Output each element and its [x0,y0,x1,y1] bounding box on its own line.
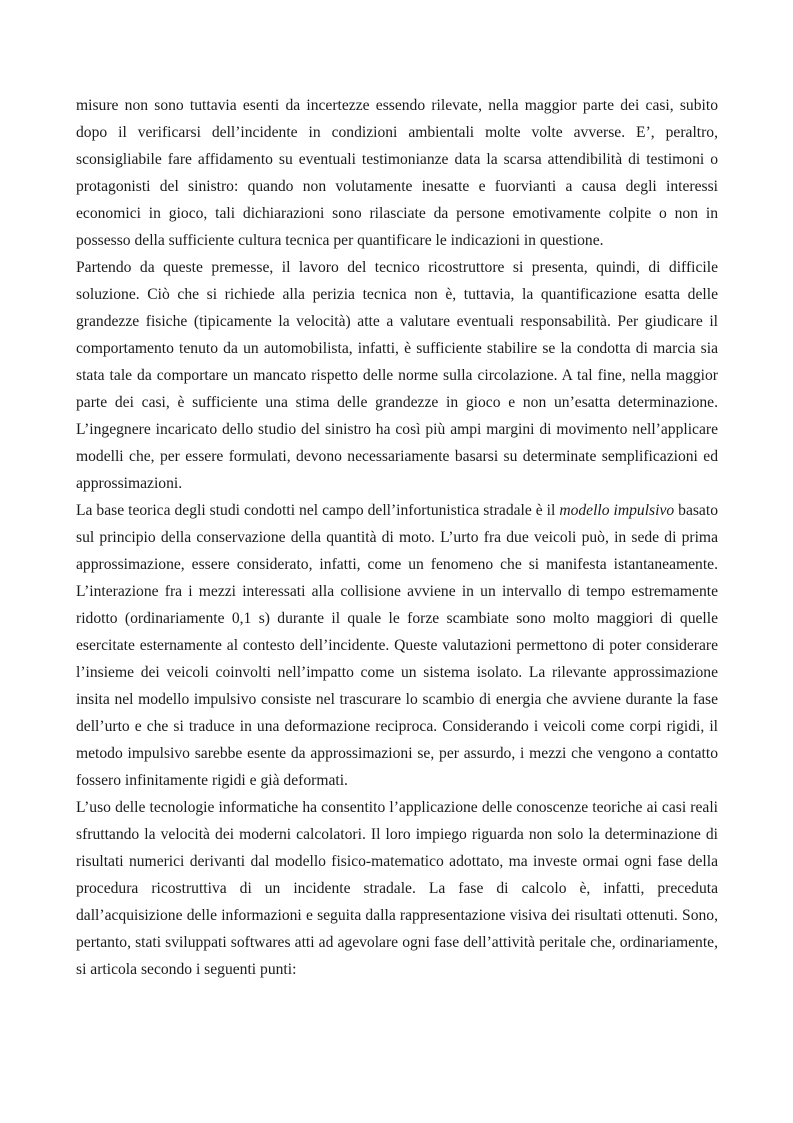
paragraph-2 [76,254,718,497]
paragraph-4-text: L’uso delle tecnologie informatiche ha consentito l’applicazione delle conoscenze teoriche ai casi reali sfruttando la velocità dei moderni calcolatori. Il loro impiego riguarda non solo la determinazione di risultati numerici derivanti dal modello fisico-matematico adottato, ma investe ormai ogni fase della procedura ricostruttiva di un incidente stradale. La fase di calcolo è, infatti, preceduta dall’acquisizione delle informazioni e seguita dalla rappresentazione visiva dei risultati ottenuti. Sono, pertanto, stati sviluppati softwares atti ad agevolare ogni fase dell’attività peritale che, ordinariamente, si articola secondo i seguenti punti: [76,799,718,978]
paragraph-4 [76,794,718,983]
paragraph-3 [76,497,718,794]
paragraph-2-text: Partendo da queste premesse, il lavoro del tecnico ricostruttore si presenta, quindi, di difficile soluzione. Ciò che si richiede alla perizia tecnica non è, tuttavia, la quantificazione esatta delle grandezze fisiche (tipicamente la velocità) atte a valutare eventuali responsabilità. Per giudicare il comportamento tenuto da un automobilista, infatti, è sufficiente stabilire se la condotta di marcia sia stata tale da comportare un mancato rispetto delle norme sulla circolazione. A tal fine, nella maggior parte dei casi, è sufficiente una stima delle grandezze in gioco e non un’esatta determinazione. L’ingegnere incaricato dello studio del sinistro ha così più ampi margini di movimento nell’applicare modelli che, per essere formulati, devono necessariamente basarsi su determinate semplificazioni ed approssimazioni. [76,259,718,492]
document-page [76,92,718,983]
paragraph-3-text-start: La base teorica degli studi condotti nel campo dell’infortunistica stradale è il [76,502,560,519]
paragraph-3-text-end: basato sul principio della conservazione della quantità di moto. L’urto fra due veicoli può, in sede di prima approssimazione, essere considerato, infatti, come un fenomeno che si manifesta istantaneamente. L’interazione fra i mezzi interessati alla collisione avviene in un intervallo di tempo estremamente ridotto (ordinariamente 0,1 s) durante il quale le forze scambiate sono molto maggiori di quelle esercitate esternamente al contesto dell’incidente. Queste valutazioni permettono di poter considerare l’insieme dei veicoli coinvolti nell’impatto come un sistema isolato. La rilevante approssimazione insita nel modello impulsivo consiste nel trascurare lo scambio di energia che avviene durante la fase dell’urto e che si traduce in una deformazione reciproca. Considerando i veicoli come corpi rigidi, il metodo impulsivo sarebbe esente da approssimazioni se, per assurdo, i mezzi che vengono a contatto fossero infinitamente rigidi e già deformati. [76,502,718,789]
paragraph-3-italic-term: modello impulsivo [559,502,675,519]
paragraph-1-text: misure non sono tuttavia esenti da incertezze essendo rilevate, nella maggior parte dei casi, subito dopo il verificarsi dell’incidente in condizioni ambientali molte volte avverse. E’, peraltro, sconsigliabile fare affidamento su eventuali testimonianze data la scarsa attendibilità di testimoni o protagonisti del sinistro: quando non volutamente inesatte e fuorvianti a causa degli interessi economici in gioco, tali dichiarazioni sono rilasciate da persone emotivamente colpite o non in possesso della sufficiente cultura tecnica per quantificare le indicazioni in questione. [76,97,718,249]
paragraph-1 [76,92,718,254]
